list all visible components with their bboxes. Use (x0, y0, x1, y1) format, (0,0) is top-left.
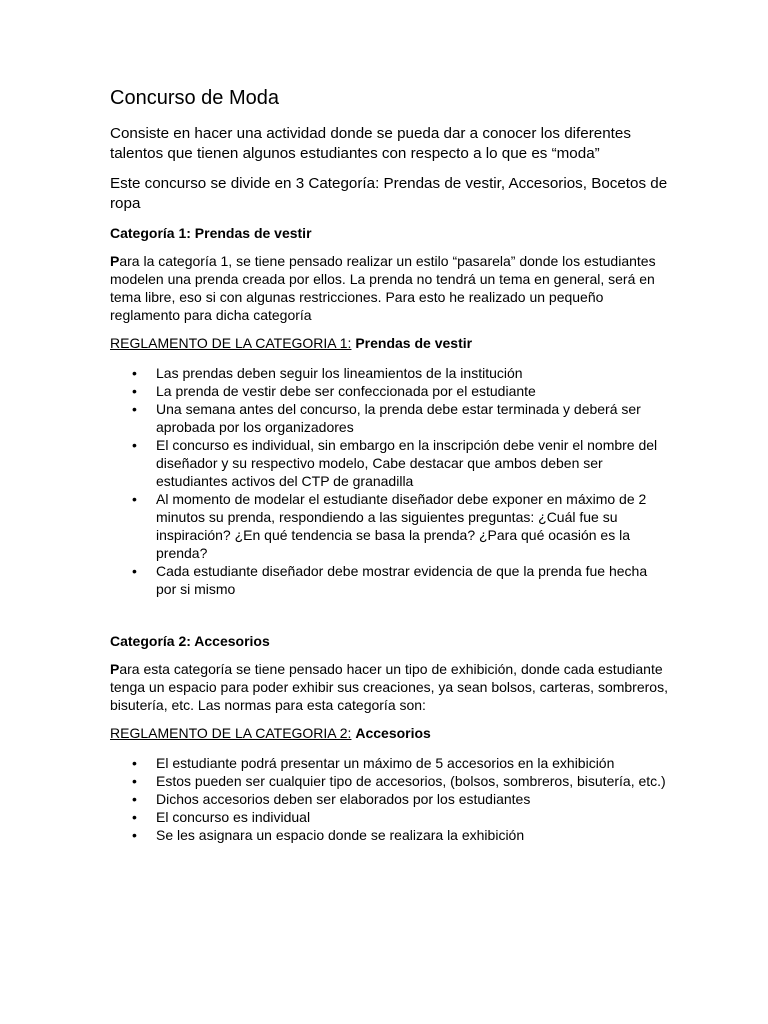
list-item (110, 400, 670, 436)
category1-paragraph (110, 252, 670, 324)
rule-text: El estudiante podrá presentar un máximo de 5 accesorios en la exhibición (156, 755, 615, 771)
category1-heading: Categoría 1: Prendas de vestir (110, 225, 312, 241)
bullet-icon: • (132, 563, 137, 579)
bullet-icon: • (132, 383, 137, 399)
list-item (110, 436, 670, 490)
section-spacer (110, 598, 670, 632)
bullet-icon: • (132, 401, 137, 417)
rule-text: Cada estudiante diseñador debe mostrar evidencia de que la prenda fue hecha por si mismo (156, 563, 648, 597)
rule-text: El concurso es individual (156, 809, 311, 825)
rule-text: Estos pueden ser cualquier tipo de accesorios, (bolsos, sombreros, bisutería, etc.) (156, 773, 666, 789)
category2-reglamento-name: Accesorios (355, 725, 431, 741)
bullet-icon: • (132, 755, 137, 771)
list-item (110, 754, 670, 772)
list-item (110, 772, 670, 790)
document-page (110, 86, 670, 844)
bullet-icon: • (132, 773, 137, 789)
bullet-icon: • (132, 437, 137, 453)
list-item (110, 562, 670, 598)
bullet-icon: • (132, 491, 137, 507)
list-item (110, 808, 670, 826)
category2-heading: Categoría 2: Accesorios (110, 633, 270, 649)
rule-text: El concurso es individual, sin embargo en la inscripción debe venir el nombre del diseñador y su respectivo modelo, Cabe destacar que ambos deben ser estudiantes activos del CTP de granadilla (156, 437, 658, 489)
category1-reglamento-name: Prendas de vestir (355, 335, 473, 351)
category2-paragraph-first-letter: P (110, 661, 120, 677)
category2-rules-list (110, 754, 670, 844)
rule-text: Las prendas deben seguir los lineamientos de la institución (156, 365, 523, 381)
bullet-icon: • (132, 827, 137, 843)
category1-paragraph-first-letter: P (110, 253, 120, 269)
bullet-icon: • (132, 809, 137, 825)
list-item (110, 364, 670, 382)
list-item (110, 790, 670, 808)
list-item (110, 382, 670, 400)
category2-reglamento-label: REGLAMENTO DE LA CATEGORIA 2: (110, 725, 352, 741)
categories-intro-paragraph: Este concurso se divide en 3 Categoría: Prendas de vestir, Accesorios, Bocetos de ropa (110, 175, 668, 212)
category2-paragraph (110, 660, 670, 714)
category1-paragraph-text: ara la categoría 1, se tiene pensado realizar un estilo “pasarela” donde los estudiantes modelen una prenda creada por ellos. La prenda no tendrá un tema en general, será en tema libre, eso si con algunas restricciones. Para esto he realizado un pequeño reglamento para dicha categoría (110, 253, 656, 323)
bullet-icon: • (132, 365, 137, 381)
list-item (110, 490, 670, 562)
document-title: Concurso de Moda (110, 87, 279, 109)
category2-reglamento-heading (110, 724, 670, 742)
rule-text: Dichos accesorios deben ser elaborados por los estudiantes (156, 791, 531, 807)
category1-reglamento-heading (110, 334, 670, 352)
bullet-icon: • (132, 791, 137, 807)
category1-rules-list (110, 364, 670, 598)
category1-reglamento-label: REGLAMENTO DE LA CATEGORIA 1: (110, 335, 352, 351)
rule-text: Una semana antes del concurso, la prenda debe estar terminada y deberá ser aprobada por los organizadores (156, 401, 641, 435)
list-item (110, 826, 670, 844)
intro-paragraph: Consiste en hacer una actividad donde se pueda dar a conocer los diferentes talentos que tienen algunos estudiantes con respecto a lo que es “moda” (110, 125, 631, 162)
rule-text: La prenda de vestir debe ser confeccionada por el estudiante (156, 383, 536, 399)
rule-text: Se les asignara un espacio donde se realizara la exhibición (156, 827, 525, 843)
rule-text: Al momento de modelar el estudiante diseñador debe exponer en máximo de 2 minutos su prenda, respondiendo a las siguientes preguntas: ¿Cuál fue su inspiración? ¿En qué tendencia se basa la prenda? ¿Para qué ocasión es la prenda? (156, 491, 647, 561)
category2-paragraph-text: ara esta categoría se tiene pensado hacer un tipo de exhibición, donde cada estudiante tenga un espacio para poder exhibir sus creaciones, ya sean bolsos, carteras, sombreros, bisutería, etc. Las normas para esta categoría son: (110, 661, 668, 713)
